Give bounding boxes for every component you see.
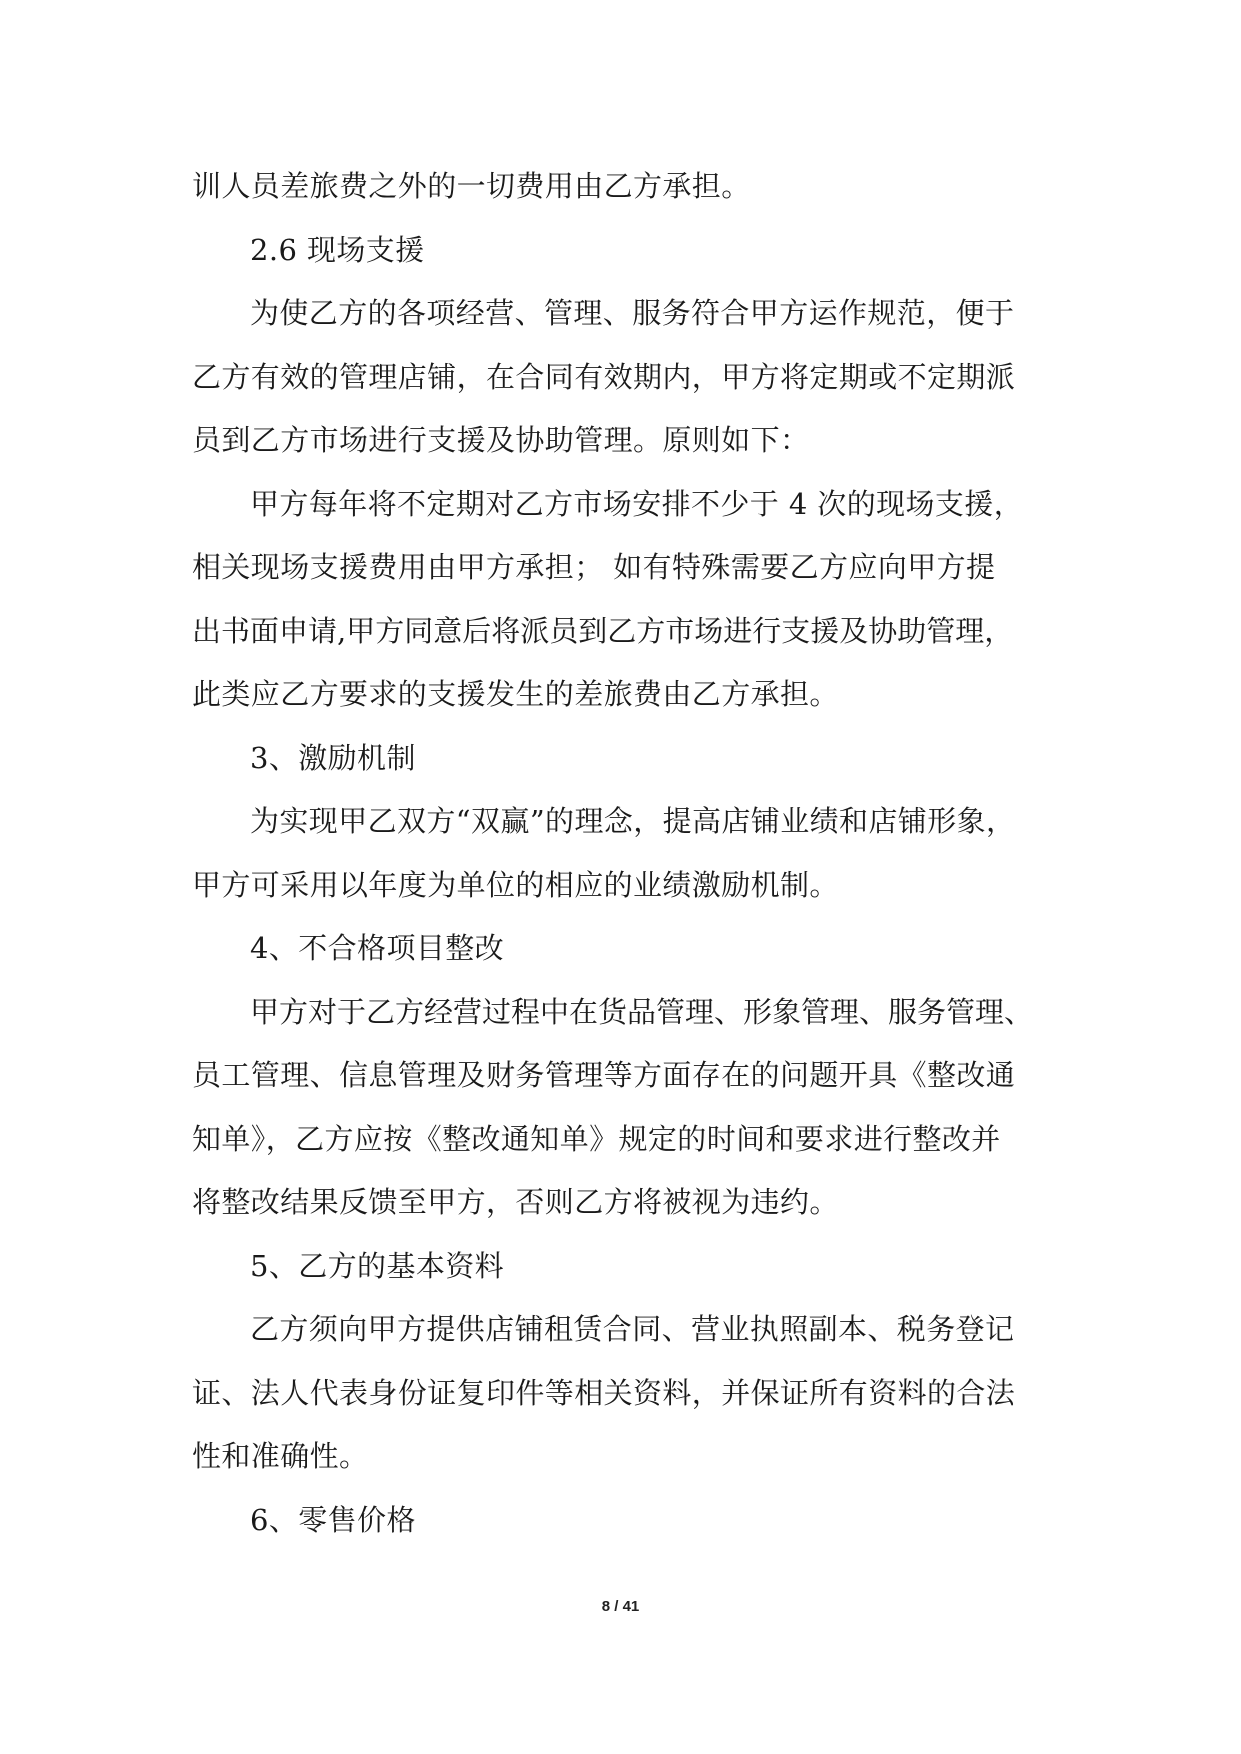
- paragraph-line: 此类应乙方要求的支援发生的差旅费由乙方承担。: [192, 677, 839, 711]
- paragraph-line: 甲方对于乙方经营过程中在货品管理、形象管理、服务管理、: [250, 994, 1034, 1029]
- paragraph-line: 为使乙方的各项经营、管理、服务符合甲方运作规范，便于: [250, 296, 1015, 330]
- page-number: 8 / 41: [601, 1598, 640, 1615]
- paragraph-line: 员到乙方市场进行支援及协助管理。原则如下：: [192, 423, 810, 457]
- section-heading: 2.6 现场支援: [250, 232, 425, 267]
- paragraph-line: 为实现甲乙双方“双赢”的理念，提高店铺业绩和店铺形象，: [250, 804, 1016, 838]
- section-heading: 5、乙方的基本资料: [250, 1248, 505, 1283]
- section-heading: 3、激励机制: [250, 740, 416, 775]
- section-heading: 6、零售价格: [250, 1502, 416, 1537]
- paragraph-line: 知单》，乙方应按《整改通知单》规定的时间和要求进行整改并: [192, 1121, 1001, 1156]
- section-heading: 4、不合格项目整改: [250, 931, 505, 965]
- paragraph-line: 乙方有效的管理店铺，在合同有效期内，甲方将定期或不定期派: [192, 359, 1016, 394]
- paragraph-line: 训人员差旅费之外的一切费用由乙方承担。: [192, 169, 751, 203]
- document-body: [192, 155, 1062, 1552]
- paragraph-line: 将整改结果反馈至甲方，否则乙方将被视为违约。: [192, 1185, 839, 1219]
- paragraph-line: 证、法人代表身份证复印件等相关资料，并保证所有资料的合法: [192, 1375, 1016, 1410]
- paragraph-line: 乙方须向甲方提供店铺租赁合同、营业执照副本、税务登记: [250, 1312, 1015, 1346]
- paragraph-line: 甲方可采用以年度为单位的相应的业绩激励机制。: [192, 867, 839, 902]
- paragraph-line: 性和准确性。: [192, 1439, 369, 1473]
- paragraph-line: 相关现场支援费用由甲方承担； 如有特殊需要乙方应向甲方提: [192, 550, 996, 584]
- paragraph-line: 甲方每年将不定期对乙方市场安排不少于 4 次的现场支援，: [250, 486, 1024, 521]
- paragraph-line: 出书面申请,甲方同意后将派员到乙方市场进行支援及协助管理，: [192, 613, 1014, 648]
- paragraph-line: 员工管理、信息管理及财务管理等方面存在的问题开具《整改通: [192, 1058, 1016, 1092]
